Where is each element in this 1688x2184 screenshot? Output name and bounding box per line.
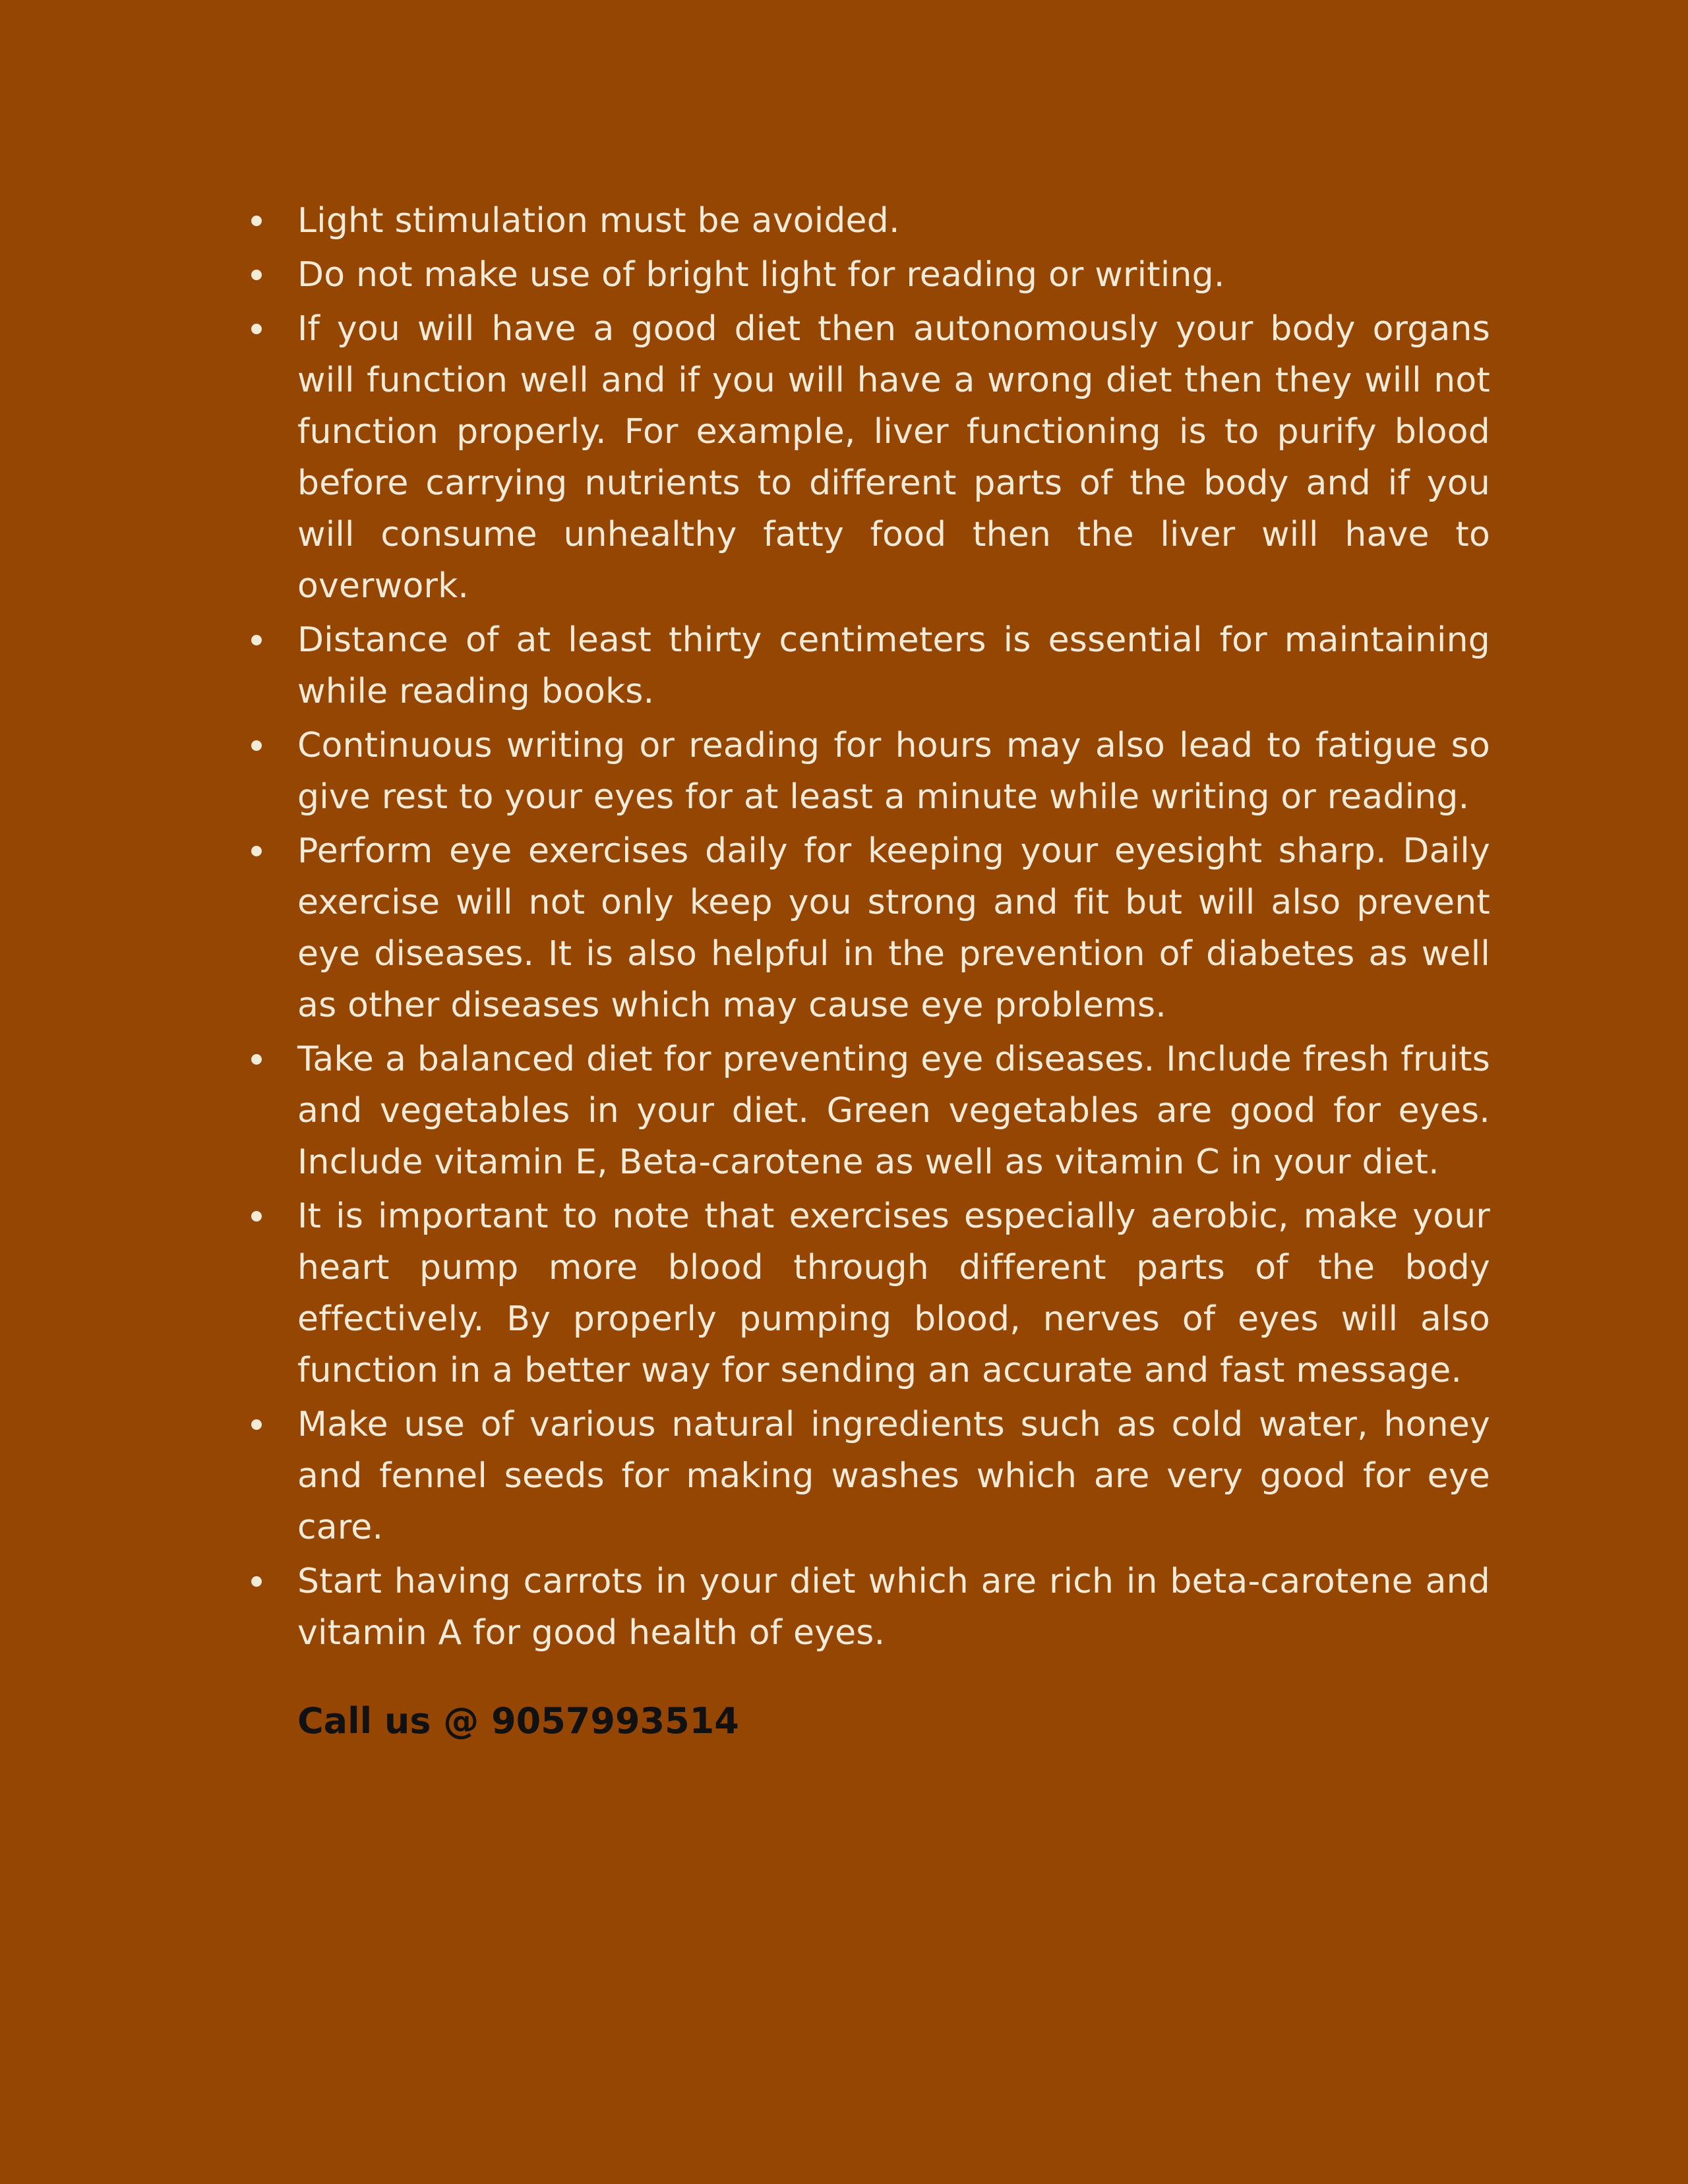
tip-item: [247, 303, 1490, 612]
tip-item: [247, 825, 1490, 1031]
bullet-icon: [251, 216, 262, 226]
bullet-icon: [251, 1576, 262, 1587]
tip-text: Continuous writing or reading for hours may also lead to fatigue so give rest to your eyes for at least a minute while writing or reading.: [297, 726, 1490, 817]
tip-text: Make use of various natural ingredients such as cold water, honey and fennel seeds for making washes which are very good for eye care.: [297, 1405, 1490, 1547]
tip-text: Take a balanced diet for preventing eye diseases. Include fresh fruits and vegetables in your diet. Green vegetables are good for eyes. Include vitamin E, Beta-carotene as well as vitamin C in your diet.: [297, 1040, 1490, 1182]
tip-text: If you will have a good diet then autonomously your body organs will function well and if you will have a wrong diet then they will not function properly. For example, liver functioning is to purify blood before carrying nutrients to different parts of the body and if you will consume unhealthy fatty food then the liver will have to overwork.: [297, 309, 1490, 606]
eye-care-tips-list: [247, 195, 1490, 1659]
bullet-icon: [251, 1054, 262, 1065]
tip-item: [247, 1191, 1490, 1396]
bullet-icon: [251, 846, 262, 856]
tip-item: [247, 720, 1490, 823]
tip-item: [247, 1034, 1490, 1188]
tip-item: [247, 195, 1490, 247]
tip-item: [247, 249, 1490, 301]
call-to-action: Call us @ 9057993514: [297, 1700, 739, 1742]
page-content: [247, 195, 1490, 1747]
bullet-icon: [251, 740, 262, 751]
tip-item: [247, 614, 1490, 717]
tip-item: [247, 1556, 1490, 1659]
bullet-icon: [251, 635, 262, 645]
tip-text: Do not make use of bright light for reading or writing.: [297, 255, 1225, 295]
bullet-icon: [251, 270, 262, 280]
tip-item: [247, 1399, 1490, 1553]
tip-text: Perform eye exercises daily for keeping your eyesight sharp. Daily exercise will not only keep you strong and fit but will also prevent eye diseases. It is also helpful in the prevention of diabetes as well as other diseases which may cause eye problems.: [297, 831, 1490, 1025]
tip-text: Distance of at least thirty centimeters is essential for maintaining while reading books.: [297, 620, 1490, 711]
bullet-icon: [251, 324, 262, 334]
bullet-icon: [251, 1211, 262, 1222]
bullet-icon: [251, 1419, 262, 1430]
tip-text: Start having carrots in your diet which are rich in beta-carotene and vitamin A for good health of eyes.: [297, 1562, 1490, 1653]
tip-text: Light stimulation must be avoided.: [297, 201, 900, 241]
tip-text: It is important to note that exercises especially aerobic, make your heart pump more blood through different parts of the body effectively. By properly pumping blood, nerves of eyes will also function in a better way for sending an accurate and fast message.: [297, 1196, 1490, 1390]
